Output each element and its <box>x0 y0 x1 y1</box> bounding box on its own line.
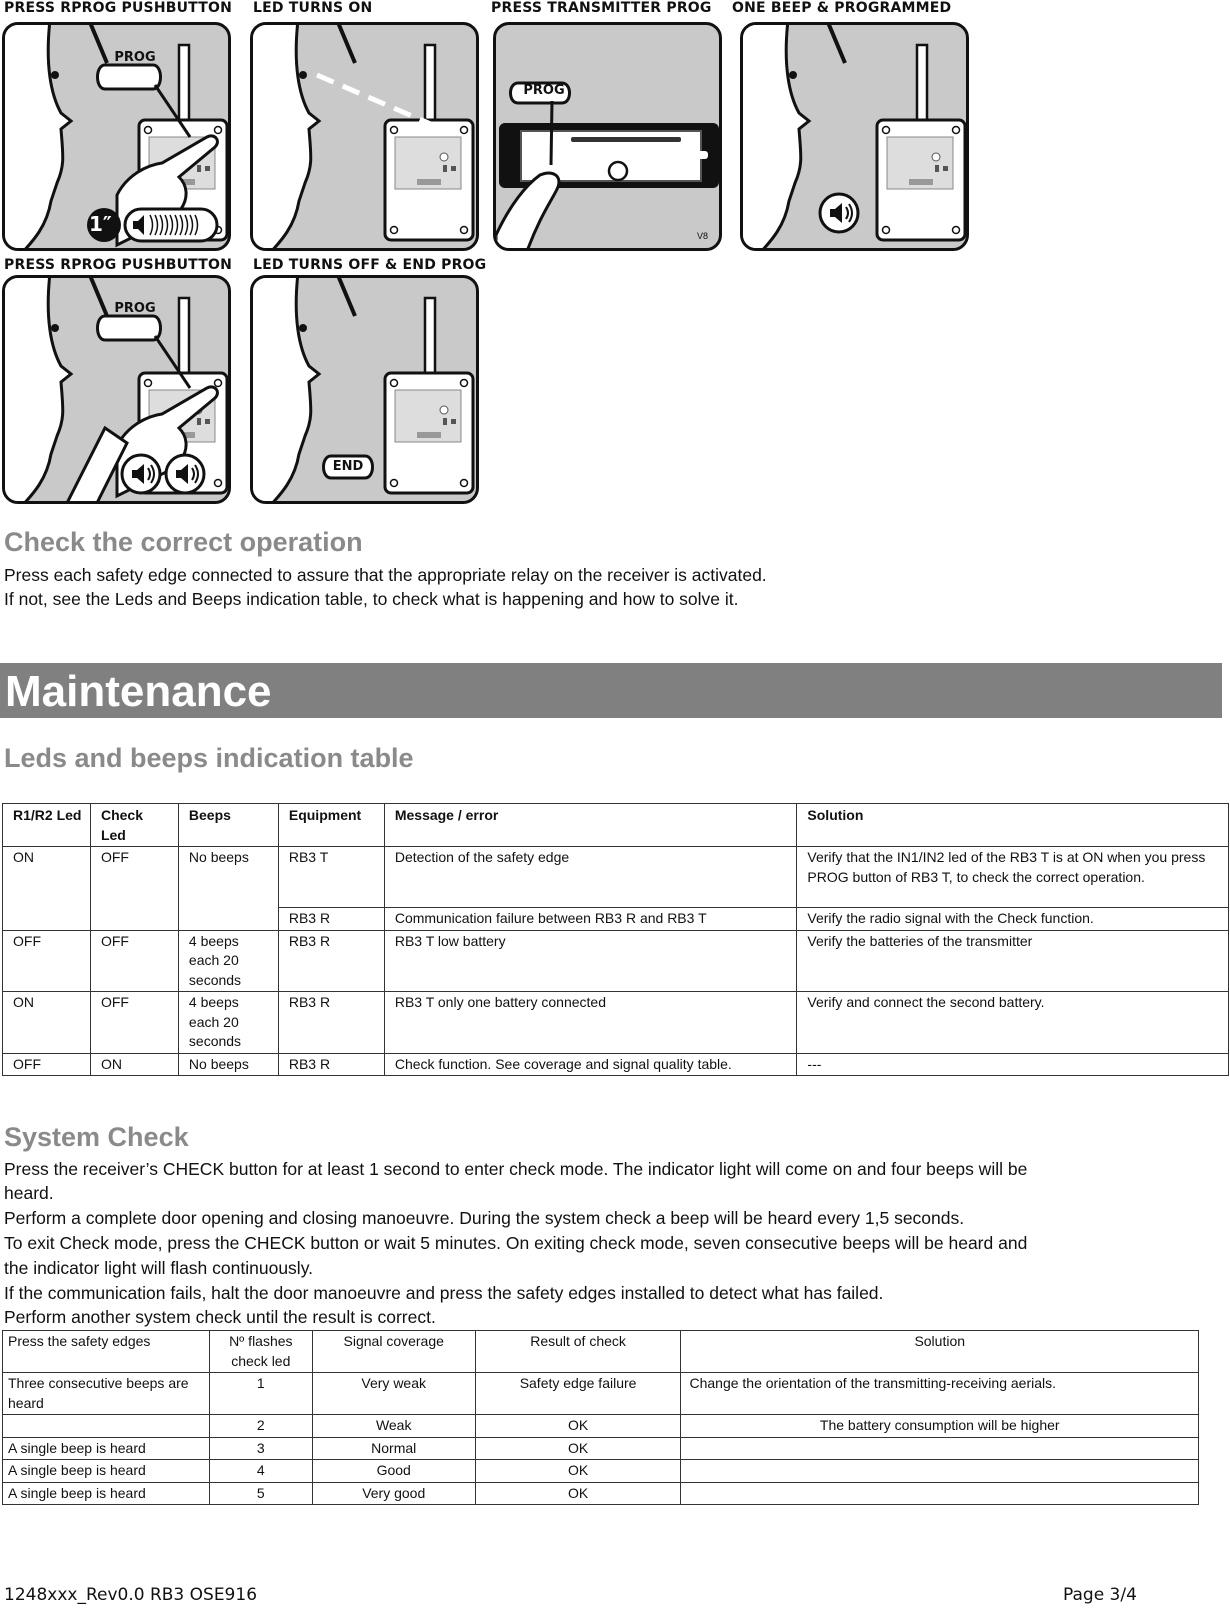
header-check-led: Check Led <box>90 804 178 847</box>
table-row <box>3 1053 1229 1076</box>
transmitter-mark: V8 <box>697 231 709 241</box>
cell-solution <box>681 1482 1199 1505</box>
cell-solution: Change the orientation of the transmitting-receiving aerials. <box>681 1373 1199 1415</box>
illustration-led-on <box>250 22 479 251</box>
cell-solution: Verify the batteries of the transmitter <box>797 930 1229 992</box>
illustration-press-rprog <box>2 22 231 251</box>
prog-bubble-text-2: PROG <box>114 301 156 316</box>
prog-bubble-text: PROG <box>114 50 156 65</box>
cell-press: A single beep is heard <box>3 1460 210 1483</box>
system-check-line-4: To exit Check mode, press the CHECK button or wait 5 minutes. On exiting check mode, seven consecutive beeps will be heard and <box>4 1233 1028 1253</box>
table-row <box>3 1460 1199 1483</box>
header-signal-coverage: Signal coverage <box>312 1331 475 1373</box>
cell-result: OK <box>475 1437 681 1460</box>
cell-solution: --- <box>797 1053 1229 1076</box>
cell-message: RB3 T only one battery connected <box>384 992 797 1054</box>
cell-solution <box>681 1437 1199 1460</box>
table-row <box>3 1415 1199 1438</box>
cell-equipment: RB3 R <box>278 1053 384 1076</box>
header-r1r2-led: R1/R2 Led <box>3 804 91 847</box>
cell-beeps: No beeps <box>178 1053 278 1076</box>
cell-solution: Verify and connect the second battery. <box>797 992 1229 1054</box>
cell-equipment: RB3 T <box>278 847 384 908</box>
maintenance-title: Maintenance <box>5 667 272 716</box>
cell-press: A single beep is heard <box>3 1437 210 1460</box>
header-result: Result of check <box>475 1331 681 1373</box>
cell-flashes: 5 <box>209 1482 312 1505</box>
system-check-line-1: Press the receiver’s CHECK button for at least 1 second to enter check mode. The indicator light will come on and four beeps will be <box>4 1159 1028 1179</box>
check-table-header-row <box>3 1331 1199 1373</box>
cell-press: Three consecutive beeps are heard <box>3 1373 210 1415</box>
step-1-label: PRESS RPROG PUSHBUTTON <box>4 0 233 16</box>
cell-equipment: RB3 R <box>278 992 384 1054</box>
hold-time-label: 1″ <box>89 212 112 236</box>
maintenance-section-bar <box>0 663 1222 718</box>
header-press-safety-edges: Press the safety edges <box>3 1331 210 1373</box>
cell-solution: Verify that the IN1/IN2 led of the RB3 T is at ON when you press PROG button of RB3 T, to check the correct operation. <box>797 847 1229 908</box>
header-equipment: Equipment <box>278 804 384 847</box>
cell-result: OK <box>475 1460 681 1483</box>
system-check-line-5: the indicator light will flash continuously. <box>4 1258 314 1278</box>
transmitter-prog-bubble-text: PROG <box>523 83 565 98</box>
header-solution: Solution <box>797 804 1229 847</box>
leds-beeps-table <box>2 803 1229 1076</box>
check-operation-title: Check the correct operation <box>4 527 363 557</box>
cell-message: Communication failure between RB3 R and RB3 T <box>384 908 797 931</box>
cell-r1r2: OFF <box>3 1053 91 1076</box>
cell-check: OFF <box>90 847 178 931</box>
check-operation-line-1: Press each safety edge connected to assure that the appropriate relay on the receiver is activated. <box>4 565 767 585</box>
cell-flashes: 2 <box>209 1415 312 1438</box>
system-check-line-6: If the communication fails, halt the door manoeuvre and press the safety edges installed to detect what has failed. <box>4 1283 884 1303</box>
cell-beeps: 4 beeps each 20 seconds <box>178 930 278 992</box>
cell-coverage: Good <box>312 1460 475 1483</box>
cell-flashes: 4 <box>209 1460 312 1483</box>
illustration-press-rprog-end <box>2 275 231 504</box>
cell-result: Safety edge failure <box>475 1373 681 1415</box>
cell-coverage: Weak <box>312 1415 475 1438</box>
system-check-line-7: Perform another system check until the result is correct. <box>4 1307 436 1327</box>
cell-coverage: Very good <box>312 1482 475 1505</box>
step-6-label: LED TURNS OFF & END PROG <box>253 257 487 273</box>
table-row <box>3 1373 1199 1415</box>
system-check-title: System Check <box>4 1122 189 1152</box>
cell-solution <box>681 1460 1199 1483</box>
end-bubble-text: END <box>332 459 364 474</box>
cell-r1r2: ON <box>3 992 91 1054</box>
cell-coverage: Very weak <box>312 1373 475 1415</box>
leds-table-header-row <box>3 804 1229 847</box>
header-message: Message / error <box>384 804 797 847</box>
step-4-label: ONE BEEP & PROGRAMMED <box>732 0 952 16</box>
cell-equipment: RB3 R <box>278 908 384 931</box>
step-5-label: PRESS RPROG PUSHBUTTON <box>4 257 233 273</box>
footer-page-number: Page 3/4 <box>1063 1585 1137 1605</box>
signal-coverage-table <box>2 1330 1199 1505</box>
step-2-label: LED TURNS ON <box>253 0 373 16</box>
header-flashes: Nº flashes check led <box>209 1331 312 1373</box>
footer-doc-id: 1248xxx_Rev0.0 RB3 OSE916 <box>4 1585 258 1605</box>
table-row <box>3 992 1229 1054</box>
table-row <box>3 930 1229 992</box>
cell-flashes: 1 <box>209 1373 312 1415</box>
cell-r1r2: ON <box>3 847 91 931</box>
table-row <box>3 1437 1199 1460</box>
cell-press: A single beep is heard <box>3 1482 210 1505</box>
cell-result: OK <box>475 1415 681 1438</box>
system-check-line-3: Perform a complete door opening and closing manoeuvre. During the system check a beep will be heard every 1,5 seconds. <box>4 1208 965 1228</box>
cell-message: Check function. See coverage and signal quality table. <box>384 1053 797 1076</box>
cell-message: Detection of the safety edge <box>384 847 797 908</box>
cell-beeps: No beeps <box>178 847 278 931</box>
header-solution: Solution <box>681 1331 1199 1373</box>
cell-flashes: 3 <box>209 1437 312 1460</box>
cell-message: RB3 T low battery <box>384 930 797 992</box>
cell-solution: The battery consumption will be higher <box>681 1415 1199 1438</box>
cell-check: OFF <box>90 992 178 1054</box>
illustration-transmitter <box>493 22 722 251</box>
table-row <box>3 847 1229 908</box>
leds-table-title: Leds and beeps indication table <box>4 743 414 773</box>
cell-press <box>3 1415 210 1438</box>
step-3-label: PRESS TRANSMITTER PROG <box>491 0 712 16</box>
check-operation-line-2: If not, see the Leds and Beeps indication table, to check what is happening and how to solve it. <box>4 589 739 609</box>
system-check-line-2: heard. <box>4 1183 54 1203</box>
cell-check: ON <box>90 1053 178 1076</box>
header-beeps: Beeps <box>178 804 278 847</box>
cell-solution: Verify the radio signal with the Check function. <box>797 908 1229 931</box>
cell-equipment: RB3 R <box>278 930 384 992</box>
illustration-led-off <box>250 275 479 504</box>
cell-coverage: Normal <box>312 1437 475 1460</box>
table-row <box>3 1482 1199 1505</box>
illustration-one-beep <box>740 22 969 251</box>
cell-result: OK <box>475 1482 681 1505</box>
cell-beeps: 4 beeps each 20 seconds <box>178 992 278 1054</box>
cell-check: OFF <box>90 930 178 992</box>
cell-r1r2: OFF <box>3 930 91 992</box>
